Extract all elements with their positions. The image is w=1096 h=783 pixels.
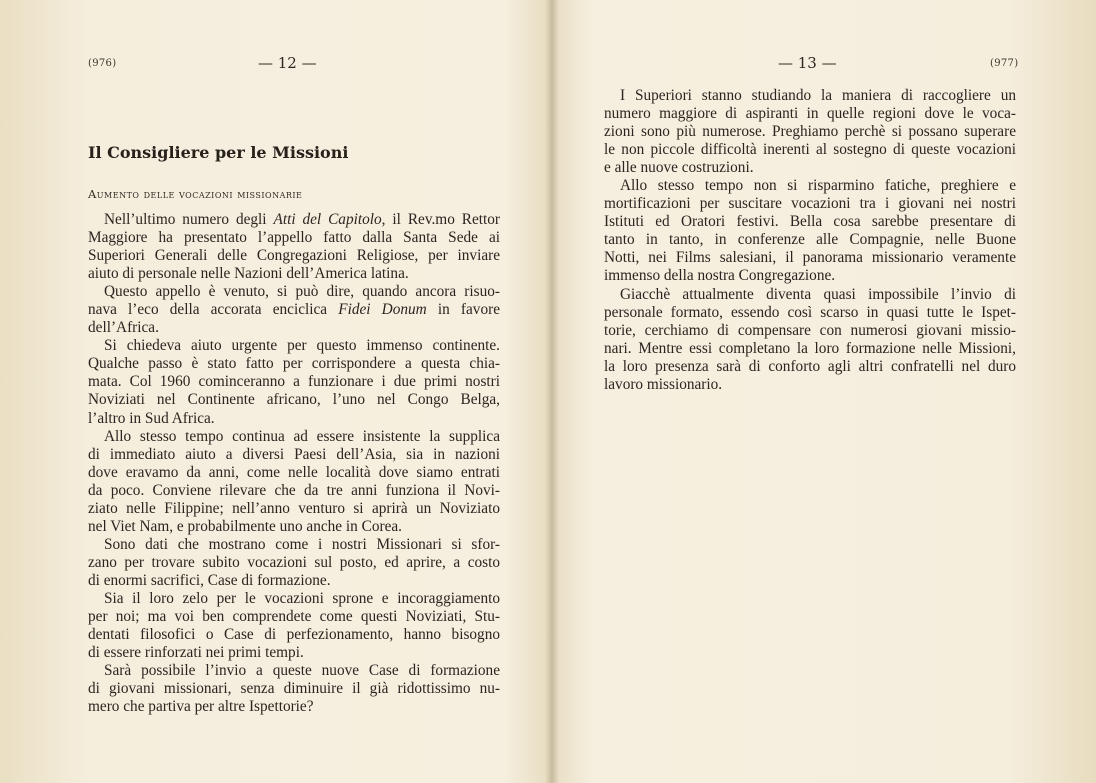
text-line bbox=[88, 355, 500, 373]
text-segment: di enormi sacrifici, Case di formazione. bbox=[88, 571, 331, 589]
text-segment: di immediato aiuto a diversi Paesi dell’Asia, sia in nazioni bbox=[88, 445, 500, 463]
section-heading: Il Consigliere per le Missioni bbox=[88, 143, 349, 162]
text-line bbox=[88, 410, 500, 428]
text-segment: tanto in tanto, in conferenze alle Compagnie, nelle Buone bbox=[604, 231, 1016, 249]
section-subheading: Aumento delle vocazioni missionarie bbox=[88, 187, 303, 201]
text-line bbox=[88, 373, 500, 391]
text-segment: Qualche passo è stato fatto per corrispondere a questa chia- bbox=[88, 355, 500, 373]
text-line bbox=[88, 229, 500, 247]
text-segment: Noviziati nel Continente africano, l’uno nel Congo Belga, bbox=[88, 391, 500, 409]
text-line bbox=[88, 698, 500, 716]
text-line bbox=[88, 572, 500, 590]
text-line bbox=[604, 177, 1016, 195]
text-segment: mata. Col 1960 cominceranno a funzionare i due primi nostri bbox=[88, 373, 500, 391]
text-line bbox=[88, 247, 500, 265]
text-line bbox=[88, 446, 500, 464]
text-line bbox=[604, 340, 1016, 358]
text-segment: Giacchè attualmente diventa quasi impossibile l’invio di bbox=[620, 285, 1016, 303]
text-line bbox=[604, 322, 1016, 340]
text-segment: Questo appello è venuto, si può dire, quando ancora risuo- bbox=[104, 283, 500, 301]
text-segment: lavoro missionario. bbox=[604, 375, 723, 393]
text-segment: I Superiori stanno studiando la maniera di raccogliere un bbox=[620, 87, 1016, 104]
text-segment: Sarà possibile l’invio a queste nuove Case di formazione bbox=[104, 662, 500, 680]
left-page-number: — 12 — bbox=[258, 54, 317, 72]
text-segment: zioni sono più numerose. Preghiamo perchè si possano superare bbox=[604, 123, 1016, 141]
text-segment: nari. Mentre essi completano la loro formazione nelle Missioni, bbox=[604, 339, 1016, 357]
text-segment: mortificazioni per suscitare vocazioni tra i giovani nei nostri bbox=[604, 195, 1016, 213]
left-body-text bbox=[88, 211, 500, 716]
text-line bbox=[88, 283, 500, 301]
text-line bbox=[88, 482, 500, 500]
text-line bbox=[88, 590, 500, 608]
text-line bbox=[604, 358, 1016, 376]
text-line bbox=[88, 680, 500, 698]
text-segment: dentati filosofici o Case di perfezionamento, hanno bisogno bbox=[88, 626, 500, 644]
text-segment: Allo stesso tempo non si risparmino fatiche, preghiere e bbox=[620, 177, 1016, 195]
italic-text: Fidei Donum bbox=[338, 301, 427, 319]
text-segment: Superiori Generali delle Congregazioni Religiose, per inviare bbox=[88, 247, 500, 265]
text-line bbox=[88, 500, 500, 518]
text-segment: dove eravamo da anni, come nelle località dove siamo entrati bbox=[88, 463, 500, 481]
text-segment: l’altro in Sud Africa. bbox=[88, 409, 215, 427]
right-page-number: — 13 — bbox=[778, 54, 837, 72]
text-segment: mero che partiva per altre Ispettorie? bbox=[88, 698, 314, 716]
text-line bbox=[88, 644, 500, 662]
text-segment: Maggiore ha presentato l’appello fatto dalla Santa Sede ai bbox=[88, 229, 500, 247]
italic-text: Atti del Capitolo bbox=[273, 211, 382, 228]
text-line bbox=[604, 304, 1016, 322]
text-segment: in favore bbox=[426, 301, 500, 319]
right-folio: (977) bbox=[990, 58, 1019, 69]
right-body-text bbox=[604, 87, 1016, 394]
text-segment: immenso della nostra Congregazione. bbox=[604, 267, 836, 285]
text-segment: , il Rev.mo Rettor bbox=[381, 211, 500, 228]
text-segment: ziato nelle Filippine; nell’anno venturo si aprirà un Noviziato bbox=[88, 499, 500, 517]
text-segment: aiuto di personale nelle Nazioni dell’America latina. bbox=[88, 265, 409, 283]
text-line bbox=[88, 428, 500, 446]
text-line bbox=[604, 141, 1016, 159]
text-line bbox=[604, 123, 1016, 141]
text-line bbox=[604, 267, 1016, 285]
text-segment: nel Viet Nam, e probabilmente uno anche in Corea. bbox=[88, 517, 402, 535]
text-segment: Nell’ultimo numero degli bbox=[104, 211, 274, 228]
text-segment: di giovani missionari, senza diminuire il già ridottissimo nu- bbox=[88, 680, 500, 698]
text-segment: per noi; ma voi ben comprendete come questi Noviziati, Stu- bbox=[88, 608, 500, 626]
text-line bbox=[604, 231, 1016, 249]
text-line bbox=[88, 626, 500, 644]
text-segment: la loro presenza sarà di conforto agli altri confratelli nel duro bbox=[604, 357, 1016, 375]
text-line bbox=[604, 249, 1016, 267]
text-line bbox=[88, 662, 500, 680]
text-line bbox=[88, 608, 500, 626]
text-line bbox=[604, 213, 1016, 231]
text-segment: dell’Africa. bbox=[88, 319, 159, 337]
text-segment: e alle nuove costruzioni. bbox=[604, 159, 754, 177]
text-line bbox=[88, 301, 500, 319]
text-line bbox=[88, 265, 500, 283]
text-line bbox=[88, 536, 500, 554]
text-segment: zano per trovare subito vocazioni sul posto, ed aprire, a costo bbox=[88, 553, 500, 571]
text-line bbox=[604, 286, 1016, 304]
text-segment: numero maggiore di aspiranti in quelle regioni dove le voca- bbox=[604, 105, 1016, 123]
text-segment: Sia il loro zelo per le vocazioni sprone e incoraggiamento bbox=[104, 589, 500, 607]
text-line bbox=[88, 391, 500, 409]
text-line bbox=[604, 195, 1016, 213]
text-line bbox=[88, 319, 500, 337]
text-segment: nava l’eco della accorata enciclica bbox=[88, 301, 339, 319]
text-segment: Sono dati che mostrano come i nostri Missionari si sfor- bbox=[104, 535, 500, 553]
left-folio: (976) bbox=[88, 58, 117, 69]
text-line bbox=[604, 105, 1016, 123]
text-segment: Si chiedeva aiuto urgente per questo immenso continente. bbox=[104, 337, 500, 355]
text-segment: le non piccole difficoltà inerenti al sostegno di queste vocazioni bbox=[604, 141, 1016, 159]
text-line bbox=[88, 518, 500, 536]
text-line bbox=[604, 87, 1016, 105]
text-segment: Istituti ed Oratori festivi. Bella cosa sarebbe presentare di bbox=[604, 213, 1016, 231]
text-segment: Allo stesso tempo continua ad essere insistente la supplica bbox=[104, 427, 500, 445]
text-line bbox=[604, 376, 1016, 394]
text-line bbox=[88, 554, 500, 572]
text-segment: Notti, nei Films salesiani, il panorama missionario veramente bbox=[604, 249, 1016, 267]
text-line bbox=[88, 337, 500, 355]
text-line bbox=[604, 159, 1016, 177]
text-segment: torie, cerchiamo di compensare con numerosi giovani missio- bbox=[604, 321, 1016, 339]
text-line bbox=[88, 211, 500, 229]
text-segment: personale formato, essendo così scarso in quasi tutte le Ispet- bbox=[604, 303, 1016, 321]
text-segment: da poco. Conviene rilevare che da tre anni funziona il Novi- bbox=[88, 481, 500, 499]
text-segment: di essere rinforzati nei primi tempi. bbox=[88, 644, 304, 662]
text-line bbox=[88, 464, 500, 482]
